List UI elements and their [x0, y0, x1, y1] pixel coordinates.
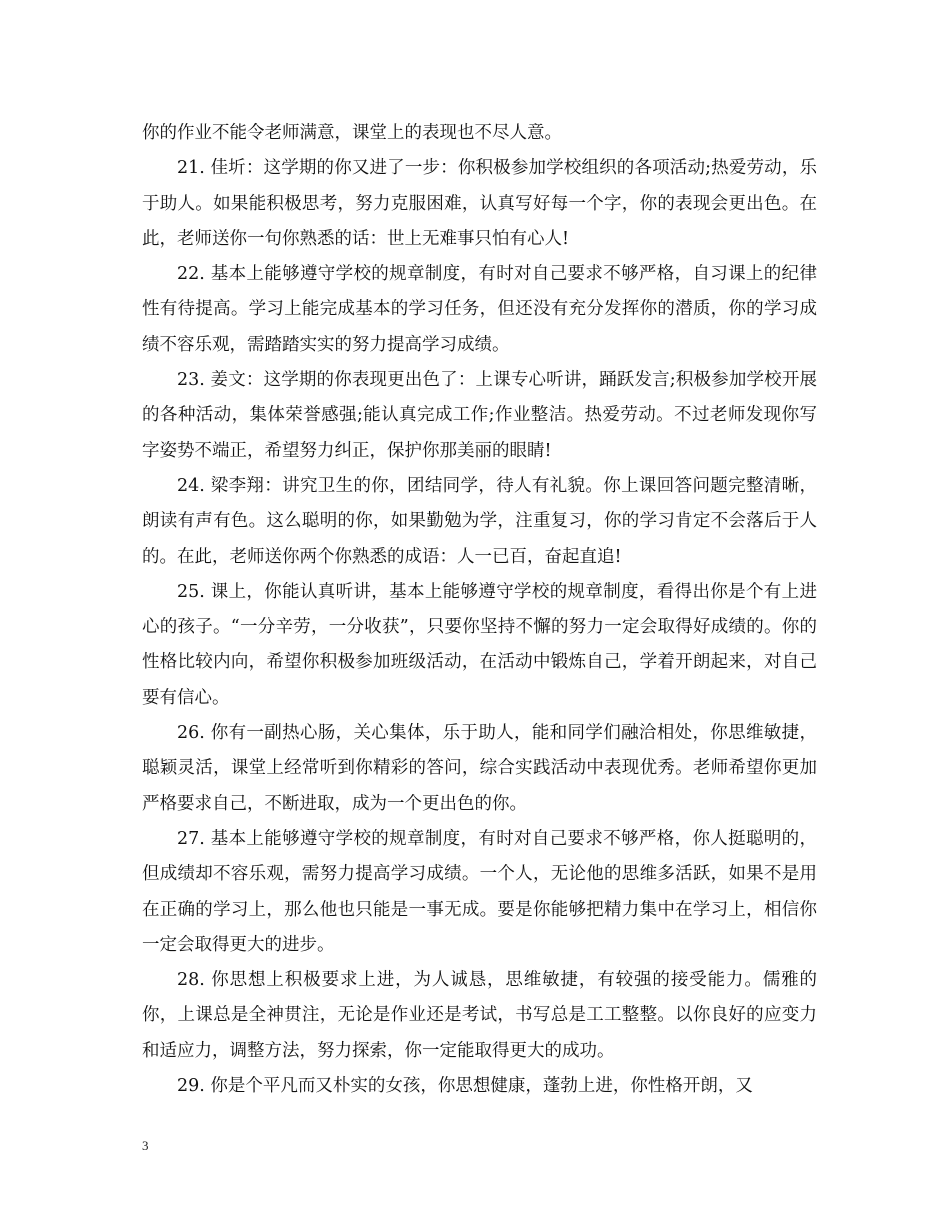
page-number: 3 [142, 1138, 149, 1153]
paragraph-29: 29. 你是个平凡而又朴实的女孩，你思想健康，蓬勃上进，你性格开朗，又 [177, 1076, 753, 1097]
paragraph-24: 24. 梁李翔：讲究卫生的你，团结同学，待人有礼貌。你上课回答问题完整清晰，朗读有声有色。这么聪明的你，如果勤勉为学，注重复习，你的学习肯定不会落后于人的。在此，老师送你两个你熟悉的成语：人一已百，奋起直追! [142, 475, 817, 567]
paragraph-22: 22. 基本上能够遵守学校的规章制度，有时对自己要求不够严格，自习课上的纪律性有待提高。学习上能完成基本的学习任务，但还没有充分发挥你的潜质，你的学习成绩不容乐观，需踏踏实实的努力提高学习成绩。 [142, 264, 817, 355]
document-body [142, 116, 817, 1104]
paragraph-25: 25. 课上，你能认真听讲，基本上能够遵守学校的规章制度，看得出你是个有上进心的孩子。“一分辛劳，一分收获”，只要你坚持不懈的努力一定会取得好成绩的。你的性格比较内向，希望你积极参加班级活动，在活动中锻炼自己，学着开朗起来，对自己要有信心。 [142, 581, 817, 708]
paragraph-21: 21. 佳圻：这学期的你又进了一步：你积极参加学校组织的各项活动;热爱劳动，乐于助人。如果能积极思考，努力克服困难，认真写好每一个字，你的表现会更出色。在此，老师送你一句你熟悉的话：世上无难事只怕有心人! [142, 158, 817, 249]
paragraph-continued: 你的作业不能令老师满意，课堂上的表现也不尽人意。 [142, 123, 562, 143]
paragraph-27: 27. 基本上能够遵守学校的规章制度，有时对自己要求不够严格，你人挺聪明的，但成绩却不容乐观，需努力提高学习成绩。一个人，无论他的思维多活跃，如果不是用在正确的学习上，那么他也只能是一事无成。要是你能够把精力集中在学习上，相信你一定会取得更大的进步。 [142, 828, 817, 955]
paragraph-23: 23. 姜文：这学期的你表现更出色了：上课专心听讲，踊跃发言;积极参加学校开展的各种活动，集体荣誉感强;能认真完成工作;作业整洁。热爱劳动。不过老师发现你写字姿势不端正，希望努力纠正，保护你那美丽的眼睛! [142, 370, 817, 461]
paragraph-26: 26. 你有一副热心肠，关心集体，乐于助人，能和同学们融洽相处，你思维敏捷，聪颖灵活，课堂上经常听到你精彩的答问，综合实践活动中表现优秀。老师希望你更加严格要求自己，不断进取，成为一个更出色的你。 [142, 723, 817, 814]
paragraph-28: 28. 你思想上积极要求上进，为人诚恳，思维敏捷，有较强的接受能力。儒雅的你，上课总是全神贯注，无论是作业还是考试，书写总是工工整整。以你良好的应变力和适应力，调整方法，努力探索，你一定能取得更大的成功。 [142, 970, 817, 1061]
